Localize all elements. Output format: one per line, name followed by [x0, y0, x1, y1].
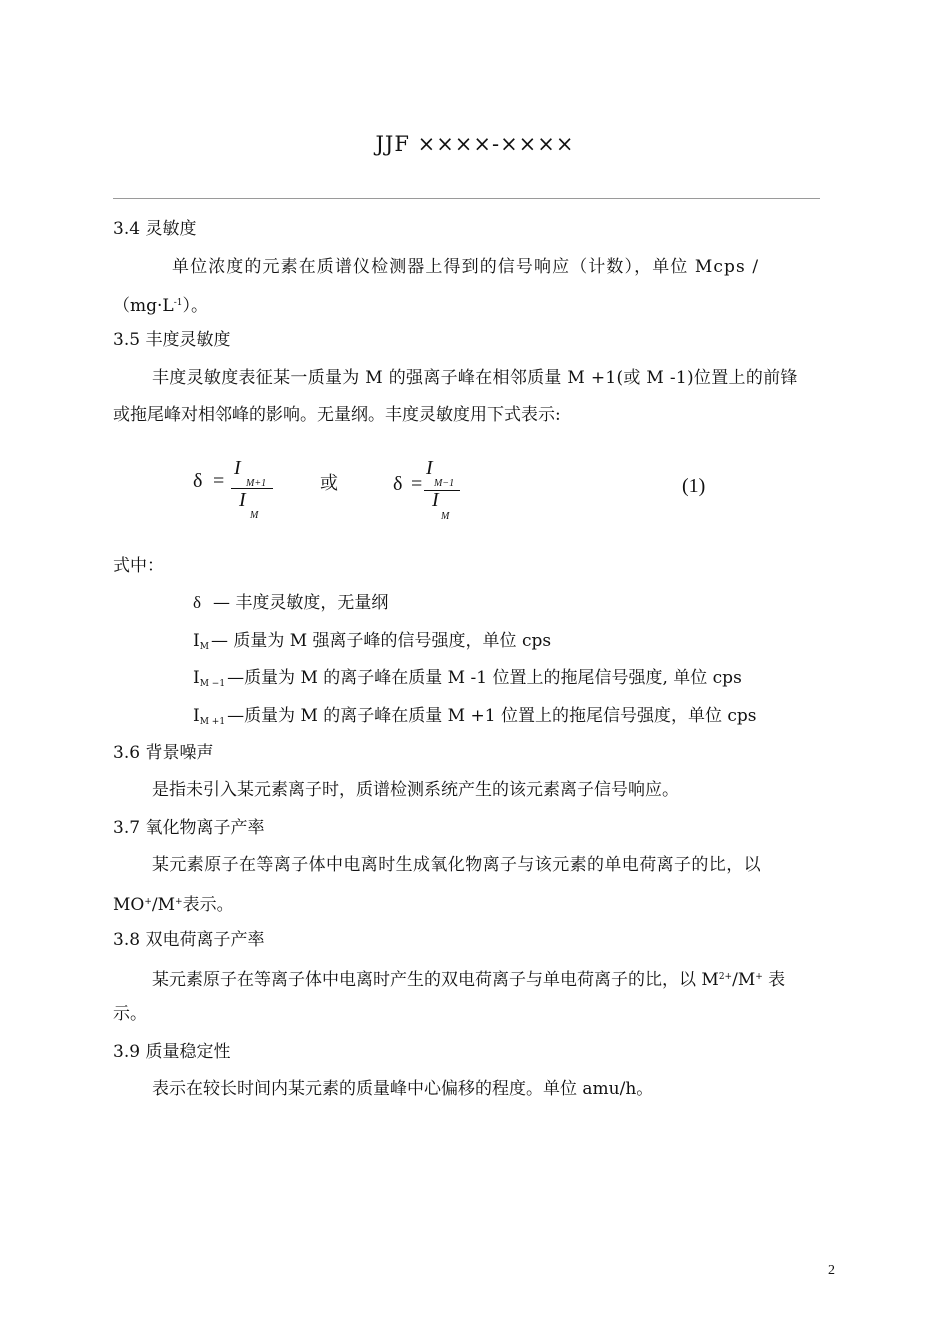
- section-3-9-heading: 3.9 质量稳定性: [113, 1042, 231, 1062]
- definition-delta: δ — 丰度灵敏度，无量纲: [193, 593, 389, 613]
- section-3-4-heading: 3.4 灵敏度: [113, 219, 197, 239]
- formula-fraction-bar-2: [424, 490, 460, 491]
- formula-numerator-I-1: I: [234, 457, 241, 479]
- formula-fraction-bar-1: [231, 488, 273, 489]
- formula-denominator-I-1: I: [239, 489, 246, 511]
- formula-or: 或: [320, 473, 338, 494]
- section-3-5-body-line1: 丰度灵敏度表征某一质量为 M 的强离子峰在相邻质量 M +1(或 M -1)位置上的前锋: [152, 368, 798, 388]
- formula-denominator-sub-M-2: M: [441, 511, 450, 522]
- definition-I-M: $I_M$ — 质量为 M 强离子峰的信号强度，单位 cps: [193, 631, 552, 652]
- formula-denominator-I-2: I: [432, 489, 439, 511]
- section-3-4-body-line1: 单位浓度的元素在质谱仪检测器上得到的信号响应（计数），单位 Mcps /: [172, 257, 760, 277]
- section-3-8-body-line2: 示。: [113, 1004, 147, 1024]
- section-3-5-body-line2: 或拖尾峰对相邻峰的影响。无量纲。丰度灵敏度用下式表示:: [113, 405, 561, 425]
- section-3-7-heading: 3.7 氧化物离子产率: [113, 818, 265, 838]
- section-3-4-body-line2: $(mg\cdot L^{-1})$。: [113, 296, 208, 316]
- formula-equals-2: =: [411, 473, 423, 495]
- formula-delta-2: δ: [393, 473, 403, 495]
- section-3-7-body-line2: MO+/M+表示。: [113, 895, 234, 915]
- header-rule: [113, 198, 820, 199]
- formula-numerator-I-2: I: [426, 457, 433, 479]
- section-3-8-body-line1: 某元素原子在等离子体中电离时产生的双电荷离子与单电荷离子的比，以 $M^{2+}/M^+$ 表: [152, 970, 786, 990]
- formula-numerator-sub-minus: M−1: [434, 478, 455, 489]
- formula-equation-number: (1): [682, 475, 706, 497]
- formula-denominator-sub-M-1: M: [250, 510, 259, 521]
- where-label: 式中：: [113, 556, 164, 576]
- section-3-8-heading: 3.8 双电荷离子产率: [113, 930, 265, 950]
- page-number: 2: [828, 1263, 835, 1278]
- section-3-6-heading: 3.6 背景噪声: [113, 743, 214, 763]
- section-3-9-body: 表示在较长时间内某元素的质量峰中心偏移的程度。单位 amu/h。: [152, 1079, 654, 1099]
- document-code-header: JJF ××××-××××: [375, 132, 575, 156]
- definition-I-M-plus-1: $I_{M +1}$ —质量为 M 的离子峰在质量 M +1 位置上的拖尾信号强度，单位 cps: [193, 706, 757, 727]
- formula-delta-1: δ: [193, 470, 203, 492]
- formula-numerator-sub-plus: M+1: [246, 478, 267, 489]
- section-3-7-body-line1: 某元素原子在等离子体中电离时生成氧化物离子与该元素的单电荷离子的比，以: [152, 855, 761, 875]
- section-3-6-body: 是指未引入某元素离子时，质谱检测系统产生的该元素离子信号响应。: [152, 780, 679, 800]
- formula-equals-1: =: [213, 470, 225, 492]
- definition-I-M-minus-1: $I_{M -1}$ —质量为 M 的离子峰在质量 M -1 位置上的拖尾信号强度, 单位 cps: [193, 668, 742, 689]
- section-3-5-heading: 3.5 丰度灵敏度: [113, 330, 231, 350]
